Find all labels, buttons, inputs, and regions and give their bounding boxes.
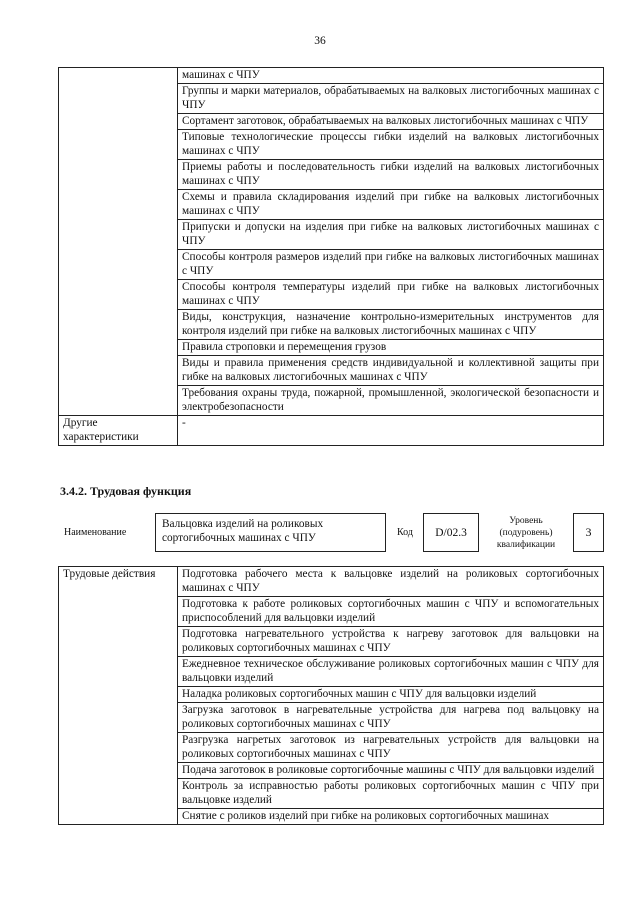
other-characteristics-label: Другие характеристики	[59, 416, 178, 446]
table-cell: Подготовка рабочего места к вальцовке изделий на роликовых сортогибочных машинах с ЧПУ	[178, 567, 604, 597]
table-cell: Наладка роликовых сортогибочных машин с ЧПУ для вальцовки изделий	[178, 687, 604, 703]
level-label: Уровень (подуровень) квалификации	[496, 516, 556, 550]
table-cell: Схемы и правила складирования изделий при гибке на валковых листогибочных машинах с ЧПУ	[178, 190, 604, 220]
other-characteristics-value: -	[178, 416, 604, 446]
code-label: Код	[397, 527, 413, 538]
table-cell: Загрузка заготовок в нагревательные устройства для нагрева под вальцовку на роликовых сортогибочных машинах с ЧПУ	[178, 703, 604, 733]
function-header	[0, 511, 640, 557]
table-cell: Виды, конструкция, назначение контрольно-измерительных инструментов для контроля изделий при гибке на валковых листогибочных машинах с ЧПУ	[178, 310, 604, 340]
table-cell: Подготовка нагревательного устройства к нагреву заготовок для вальцовки на роликовых сортогибочных машинах с ЧПУ	[178, 627, 604, 657]
table-row	[59, 416, 604, 446]
table-cell: Требования охраны труда, пожарной, промышленной, экологической безопасности и электробезопасности	[178, 386, 604, 416]
table-cell: Подача заготовок в роликовые сортогибочные машины с ЧПУ для вальцовки изделий	[178, 763, 604, 779]
table-cell: Способы контроля размеров изделий при гибке на валковых листогибочных машинах с ЧПУ	[178, 250, 604, 280]
table-cell: Припуски и допуски на изделия при гибке на валковых листогибочных машинах с ЧПУ	[178, 220, 604, 250]
requirements-table	[58, 67, 604, 446]
name-label: Наименование	[64, 527, 127, 538]
name-value: Вальцовка изделий на роликовых сортогибочных машинах с ЧПУ	[155, 513, 386, 552]
table-cell: Виды и правила применения средств индивидуальной и коллективной защиты при гибке на валковых листогибочных машинах с ЧПУ	[178, 356, 604, 386]
table-cell: Разгрузка нагретых заготовок из нагревательных устройств для вальцовки на роликовых сортогибочных машинах с ЧПУ	[178, 733, 604, 763]
table-cell: Способы контроля температуры изделий при гибке на валковых листогибочных машинах с ЧПУ	[178, 280, 604, 310]
table-cell: Правила строповки и перемещения грузов	[178, 340, 604, 356]
table-cell: Группы и марки материалов, обрабатываемых на валковых листогибочных машинах с ЧПУ	[178, 84, 604, 114]
level-value: 3	[573, 513, 604, 552]
table-cell: Приемы работы и последовательность гибки изделий на валковых листогибочных машинах с ЧПУ	[178, 160, 604, 190]
table-row	[59, 567, 604, 597]
table-cell: Сортамент заготовок, обрабатываемых на валковых листогибочных машинах с ЧПУ	[178, 114, 604, 130]
table-row	[59, 68, 604, 84]
page-number: 36	[314, 35, 326, 47]
table-cell: Ежедневное техническое обслуживание роликовых сортогибочных машин с ЧПУ для вальцовки изделий	[178, 657, 604, 687]
row-label-empty	[59, 68, 178, 416]
actions-table	[58, 566, 604, 825]
table-cell: машинах с ЧПУ	[178, 68, 604, 84]
section-heading: 3.4.2. Трудовая функция	[60, 484, 192, 498]
table-cell: Типовые технологические процессы гибки изделий на валковых листогибочных машинах с ЧПУ	[178, 130, 604, 160]
table-cell: Подготовка к работе роликовых сортогибочных машин с ЧПУ и вспомогательных приспособлений для вальцовки изделий	[178, 597, 604, 627]
labor-actions-label: Трудовые действия	[59, 567, 178, 825]
table-cell: Снятие с роликов изделий при гибке на роликовых сортогибочных машинах	[178, 809, 604, 825]
code-value: D/02.3	[423, 513, 479, 552]
table-cell: Контроль за исправностью работы роликовых сортогибочных машин с ЧПУ при вальцовке изделий	[178, 779, 604, 809]
